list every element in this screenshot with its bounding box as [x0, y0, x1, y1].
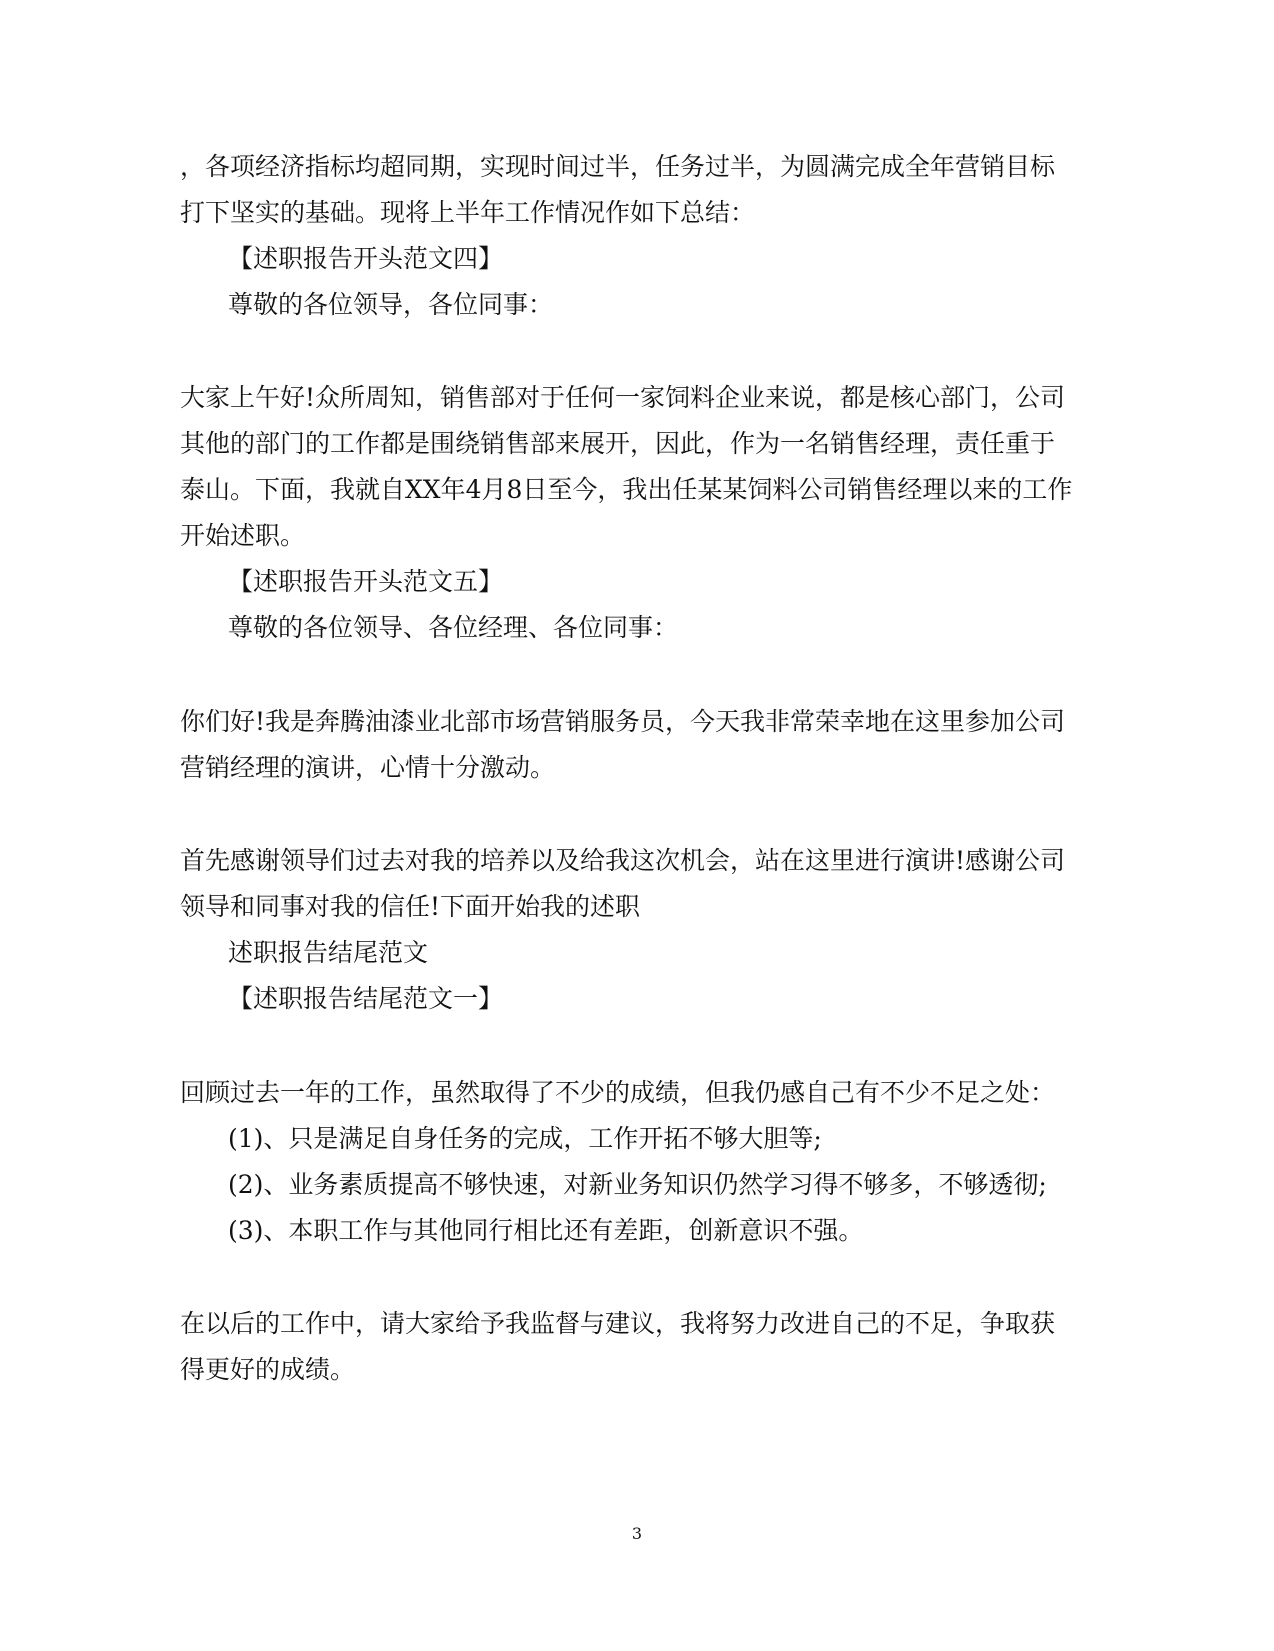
list-item: (2)、业务素质提高不够快速，对新业务知识仍然学习得不够多，不够透彻; — [228, 1170, 1047, 1199]
section-heading: 【述职报告开头范文四】 — [228, 244, 504, 273]
salutation-line: 尊敬的各位领导，各位同事： — [228, 290, 554, 319]
page-number: 3 — [631, 1524, 643, 1543]
list-item: (1)、只是满足自身任务的完成，工作开拓不够大胆等; — [228, 1124, 822, 1153]
body-line: 得更好的成绩。 — [180, 1355, 356, 1384]
body-line: 大家上午好!众所周知，销售部对于任何一家饲料企业来说，都是核心部门，公司 — [180, 383, 1066, 412]
section-heading: 【述职报告结尾范文一】 — [228, 984, 504, 1013]
body-line: ，各项经济指标均超同期，实现时间过半，任务过半，为圆满完成全年营销目标 — [180, 152, 1056, 181]
section-title: 述职报告结尾范文 — [228, 938, 429, 967]
body-line: 首先感谢领导们过去对我的培养以及给我这次机会，站在这里进行演讲!感谢公司 — [180, 846, 1066, 875]
body-line: 领导和同事对我的信任!下面开始我的述职 — [180, 892, 641, 921]
body-line: 营销经理的演讲，心情十分激动。 — [180, 753, 556, 782]
salutation-line: 尊敬的各位领导、各位经理、各位同事： — [228, 613, 679, 642]
body-line: 在以后的工作中，请大家给予我监督与建议，我将努力改进自己的不足，争取获 — [180, 1309, 1056, 1338]
body-line: 你们好!我是奔腾油漆业北部市场营销服务员，今天我非常荣幸地在这里参加公司 — [180, 707, 1066, 736]
body-line: 开始述职。 — [180, 521, 306, 550]
body-line: 泰山。下面，我就自XX年4月8日至今，我出任某某饲料公司销售经理以来的工作 — [180, 475, 1073, 504]
section-heading: 【述职报告开头范文五】 — [228, 567, 504, 596]
body-line: 回顾过去一年的工作，虽然取得了不少的成绩，但我仍感自己有不少不足之处： — [180, 1078, 1056, 1107]
body-line: 打下坚实的基础。现将上半年工作情况作如下总结： — [180, 198, 756, 227]
body-line: 其他的部门的工作都是围绕销售部来展开，因此，作为一名销售经理，责任重于 — [180, 429, 1056, 458]
list-item: (3)、本职工作与其他同行相比还有差距，创新意识不强。 — [228, 1216, 864, 1245]
